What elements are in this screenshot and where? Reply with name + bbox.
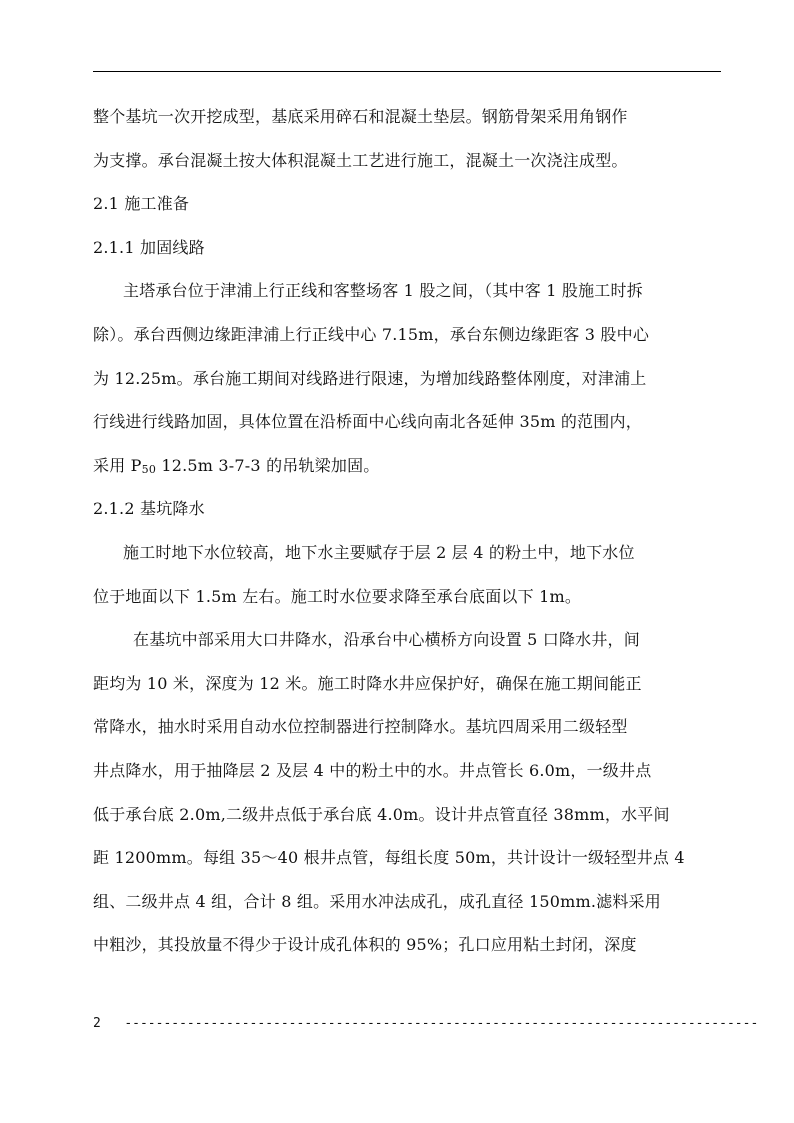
- subsection-heading: 2.1.2 基坑降水: [93, 499, 205, 519]
- paragraph-line: 主塔承台位于津浦上行正线和客整场客 1 股之间，（其中客 1 股施工时拆: [123, 281, 643, 301]
- document-body: [93, 95, 721, 967]
- paragraph-line: 距 1200mm。每组 35～40 根井点管，每组长度 50m，共计设计一级轻型井点 4: [93, 848, 685, 868]
- paragraph-line: 位于地面以下 1.5m 左右。施工时水位要求降至承台底面以下 1m。: [93, 586, 582, 606]
- paragraph-line: 在基坑中部采用大口井降水，沿承台中心横桥方向设置 5 口降水井，间: [133, 630, 640, 650]
- section-heading: 2.1 施工准备: [93, 194, 190, 214]
- paragraph-line: 为 12.25m。承台施工期间对线路进行限速，为增加线路整体刚度，对津浦上: [93, 368, 647, 388]
- paragraph-line: 整个基坑一次开挖成型，基底采用碎石和混凝土垫层。钢筋骨架采用角钢作: [93, 107, 628, 126]
- paragraph-line: 施工时地下水位较高，地下水主要赋存于层 2 层 4 的粉土中，地下水位: [123, 542, 635, 562]
- header-rule: [93, 71, 721, 72]
- paragraph-line: 除）。承台西侧边缘距津浦上行正线中心 7.15m，承台东侧边缘距客 3 股中心: [93, 324, 650, 344]
- paragraph-line: 距均为 10 米，深度为 12 米。施工时降水井应保护好，确保在施工期间能正: [93, 673, 642, 693]
- subsection-heading: 2.1.1 加固线路: [93, 237, 205, 257]
- rail-prefix: 采用 P: [93, 455, 142, 475]
- paragraph-line: 为支撑。承台混凝土按大体积混凝土工艺进行施工，混凝土一次浇注成型。: [93, 150, 628, 170]
- footer-dashes: ---------------------------------------------------------------------------------: [124, 1016, 759, 1031]
- paragraph-line-rail: [93, 444, 721, 488]
- paragraph-line: 中粗沙，其投放量不得少于设计成孔体积的 95%；孔口应用粘土封闭，深度: [93, 935, 637, 955]
- rail-suffix: 12.5m 3-7-3 的吊轨梁加固。: [156, 455, 380, 475]
- page-footer: [93, 1016, 758, 1031]
- paragraph-line: 组、二级井点 4 组，合计 8 组。采用水冲法成孔，成孔直径 150mm.滤料采用: [93, 891, 661, 911]
- paragraph-line: 常降水，抽水时采用自动水位控制器进行控制降水。基坑四周采用二级轻型: [93, 717, 628, 737]
- paragraph-line: 行线进行线路加固，具体位置在沿桥面中心线向南北各延伸 35m 的范围内，: [93, 412, 642, 432]
- paragraph-line: 低于承台底 2.0m,二级井点低于承台底 4.0m。设计井点管直径 38mm，水平间: [93, 804, 670, 824]
- paragraph-line: 井点降水，用于抽降层 2 及层 4 中的粉土中的水。井点管长 6.0m，一级井点: [93, 760, 652, 780]
- rail-subscript: 50: [141, 462, 157, 476]
- page-number: 2: [93, 1016, 101, 1031]
